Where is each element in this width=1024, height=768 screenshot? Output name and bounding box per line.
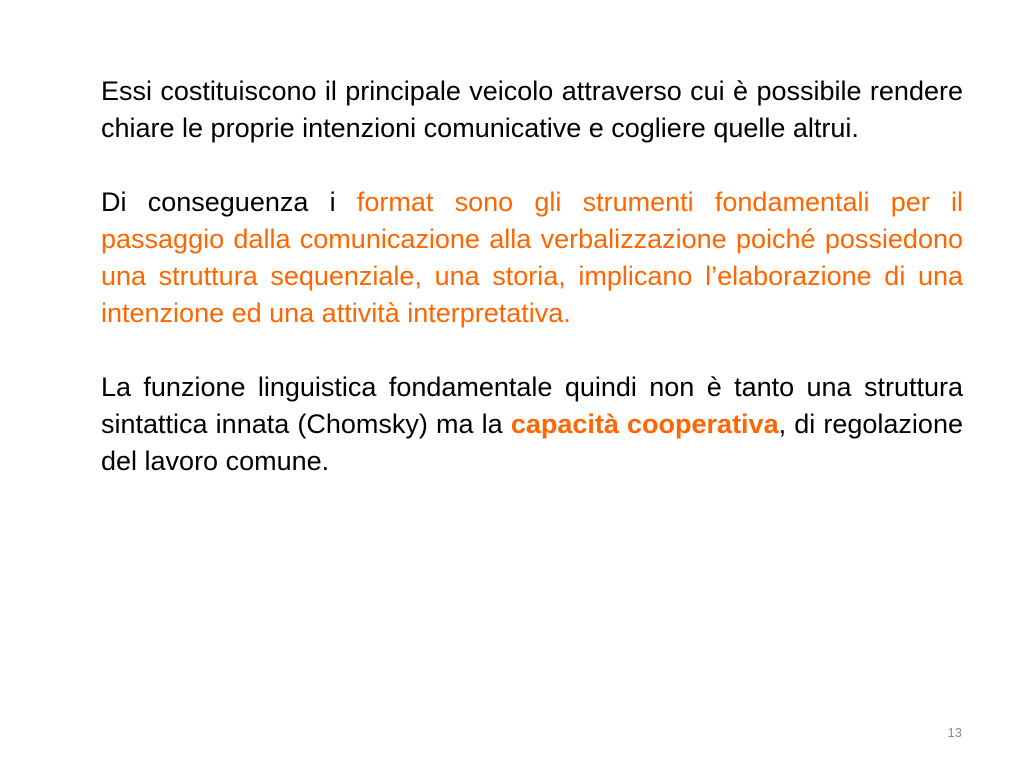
- paragraph-3-highlight: capacità cooperativa: [510, 409, 779, 439]
- paragraph-1: [101, 73, 963, 147]
- slide-body: [101, 73, 963, 517]
- paragraph-2: [101, 184, 963, 332]
- paragraph-3-tail: , di regolazione del lavoro comune.: [101, 409, 963, 476]
- paragraph-2-highlight: format sono gli strumenti fondamentali per il passaggio dalla comunicazione alla verbalizzazione poiché possiedono una struttura sequenziale, una storia, implicano l’elaborazione di una intenzione ed una attività interpretativa.: [101, 187, 963, 328]
- paragraph-3: [101, 369, 963, 480]
- page-number: 13: [947, 725, 962, 740]
- paragraph-3-lead: La funzione linguistica fondamentale quindi non è tanto una struttura sintattica innata (Chomsky) ma la: [101, 372, 963, 439]
- paragraph-1-text: Essi costituiscono il principale veicolo attraverso cui è possibile rendere chiare le proprie intenzioni comunicative e cogliere quelle altrui.: [101, 76, 963, 143]
- paragraph-2-lead: Di conseguenza i: [101, 187, 357, 217]
